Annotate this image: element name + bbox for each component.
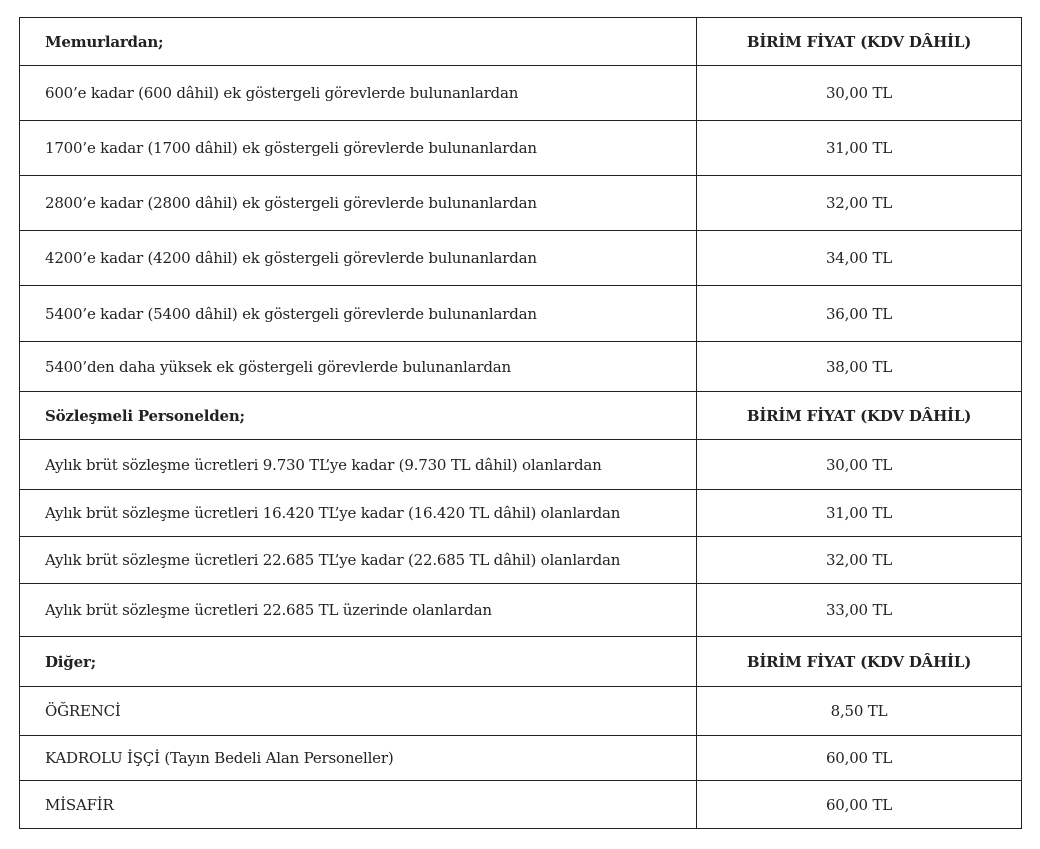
section-title: Sözleşmeli Personelden; [20,392,697,440]
table-row [20,176,1022,231]
table-row [20,687,1022,736]
table-row [20,286,1022,342]
row-price: 30,00 TL [697,66,1022,121]
row-label: Aylık brüt sözleşme ücretleri 22.685 TL üzerinde olanlardan [20,584,697,637]
row-label: Aylık brüt sözleşme ücretleri 22.685 TL’ye kadar (22.685 TL dâhil) olanlardan [20,537,697,584]
row-label: Aylık brüt sözleşme ücretleri 9.730 TL’ye kadar (9.730 TL dâhil) olanlardan [20,440,697,490]
row-price: 60,00 TL [697,736,1022,781]
row-label: 5400’e kadar (5400 dâhil) ek göstergeli görevlerde bulunanlardan [20,286,697,342]
table-row [20,537,1022,584]
table-row [20,342,1022,392]
section-title: Diğer; [20,637,697,687]
table-row [20,781,1022,829]
section-title: Memurlardan; [20,18,697,66]
section-header-row [20,18,1022,66]
price-column-header: BİRİM FİYAT (KDV DÂHİL) [697,637,1022,687]
row-price: 31,00 TL [697,121,1022,176]
row-label: 600’e kadar (600 dâhil) ek göstergeli görevlerde bulunanlardan [20,66,697,121]
price-column-header: BİRİM FİYAT (KDV DÂHİL) [697,18,1022,66]
row-price: 8,50 TL [697,687,1022,736]
table-row [20,440,1022,490]
row-label: ÖĞRENCİ [20,687,697,736]
row-label: KADROLU İŞÇİ (Tayın Bedeli Alan Personeller) [20,736,697,781]
table-row [20,231,1022,286]
row-price: 60,00 TL [697,781,1022,829]
row-price: 33,00 TL [697,584,1022,637]
row-price: 34,00 TL [697,231,1022,286]
row-label: 5400’den daha yüksek ek göstergeli görevlerde bulunanlardan [20,342,697,392]
row-price: 38,00 TL [697,342,1022,392]
row-label: 4200’e kadar (4200 dâhil) ek göstergeli görevlerde bulunanlardan [20,231,697,286]
price-column-header: BİRİM FİYAT (KDV DÂHİL) [697,392,1022,440]
row-price: 30,00 TL [697,440,1022,490]
table-row [20,121,1022,176]
row-label: 1700’e kadar (1700 dâhil) ek göstergeli görevlerde bulunanlardan [20,121,697,176]
section-header-row [20,637,1022,687]
row-label: MİSAFİR [20,781,697,829]
row-price: 32,00 TL [697,176,1022,231]
table-row [20,736,1022,781]
row-price: 36,00 TL [697,286,1022,342]
table-row [20,584,1022,637]
section-header-row [20,392,1022,440]
price-table [19,17,1022,829]
row-price: 32,00 TL [697,537,1022,584]
table-row [20,490,1022,537]
row-label: Aylık brüt sözleşme ücretleri 16.420 TL’ye kadar (16.420 TL dâhil) olanlardan [20,490,697,537]
row-price: 31,00 TL [697,490,1022,537]
row-label: 2800’e kadar (2800 dâhil) ek göstergeli görevlerde bulunanlardan [20,176,697,231]
table-row [20,66,1022,121]
